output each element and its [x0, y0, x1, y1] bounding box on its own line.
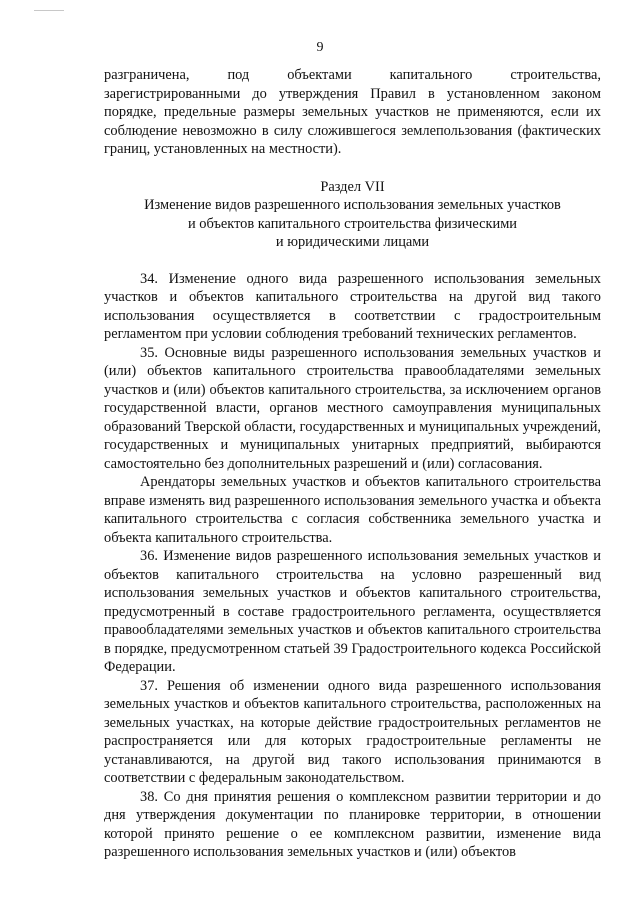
document-body	[104, 66, 601, 862]
section-header	[104, 178, 601, 252]
section-title-line: и юридическими лицами	[275, 234, 430, 250]
scan-artifact	[34, 10, 64, 11]
paragraph-34: 34. Изменение одного вида разрешенного использования земельных участков и объектов капитального строительства на другой вид такого использования осуществляется в соответствии с градостроительным регламентом при условии соблюдения требований технических регламентов.	[104, 270, 601, 342]
continuation-paragraph: разграничена, под объектами капитального строительства, зарегистрированными до утверждения Правил в установленном законом порядке, предельные размеры земельных участков не применяются, если их соблюдение невозможно в силу сложившегося землепользования (фактических границ, установленных на местности).	[104, 67, 601, 157]
paragraph-37: 37. Решения об изменении одного вида разрешенного использования земельных участков и объектов капитального строительства, расположенных на земельных участках, на которые действие градостроительных регламентов не распространяется или для которых градостроительные регламенты не устанавливаются, на другой вид такого использования принимаются в соответствии с федеральным законодательством.	[104, 677, 601, 786]
paragraph-38: 38. Со дня принятия решения о комплексном развитии территории и до дня утверждения документации по планировке территории, в отношении которой принято решение о ее комплексном развитии, изменение вида разрешенного использования земельных участков и (или) объектов	[104, 788, 601, 860]
page-number: 9	[316, 40, 324, 55]
paragraph-35-tenants: Арендаторы земельных участков и объектов капитального строительства вправе изменять вид разрешенного использования земельного участка и объекта капитального строительства с согласия собственника земельного участка и объекта капитального строительства.	[104, 474, 601, 546]
section-label: Раздел VII	[320, 178, 385, 195]
paragraph-36: 36. Изменение видов разрешенного использования земельных участков и объектов капитального строительства на условно разрешенный вид использования земельных участков и объектов капитального строительства, предусмотренный в составе градостроительного регламента, осуществляется правообладателями земельных участков и объектов капитального строительства в порядке, предусмотренном статьей 39 Градостроительного кодекса Российской Федерации.	[104, 548, 601, 675]
section-title-line: и объектов капитального строительства физическими	[187, 215, 518, 232]
paragraph-35: 35. Основные виды разрешенного использования земельных участков и (или) объектов капитального строительства правообладателями земельных участков и (или) объектов капитального строительства, за исключением органов государственной власти, органов местного самоуправления муниципальных образований Тверской области, государственных и муниципальных учреждений, государственных и муниципальных унитарных предприятий, выбираются самостоятельно без дополнительных разрешений и (или) согласования.	[104, 344, 601, 472]
section-title-line: Изменение видов разрешенного использования земельных участков	[144, 197, 561, 213]
